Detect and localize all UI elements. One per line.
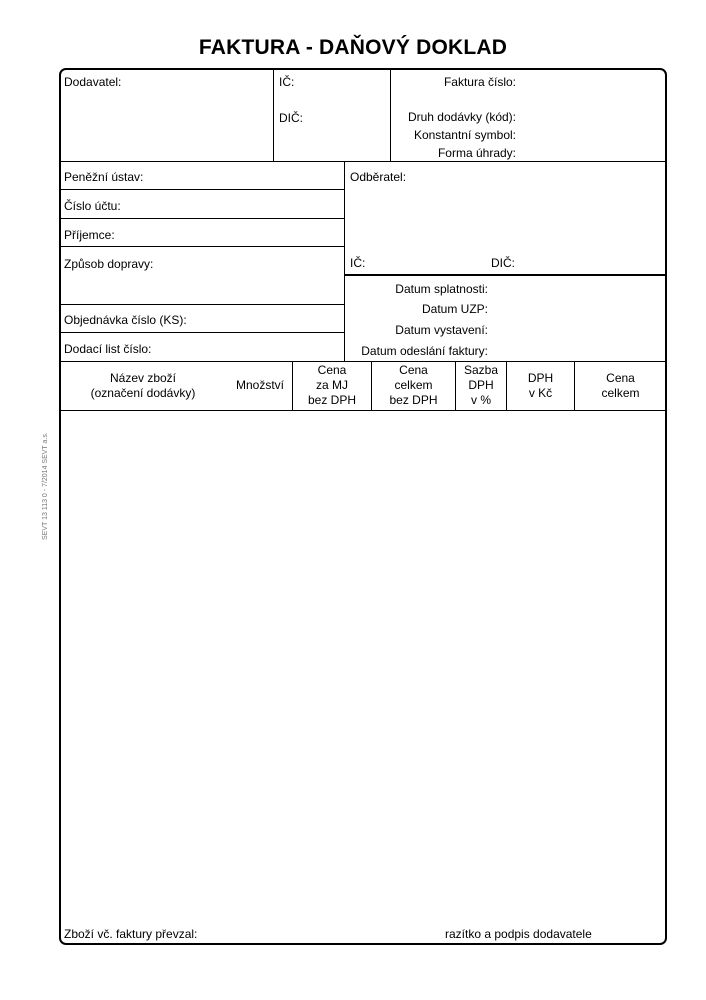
- delivery-note-label: Dodací list číslo:: [64, 342, 152, 356]
- recipient-label: Příjemce:: [64, 228, 115, 242]
- goods-received-label: Zboží vč. faktury převzal:: [64, 927, 198, 941]
- divider-transport-order: [60, 304, 344, 305]
- stamp-signature-label: razítko a podpis dodavatele: [445, 927, 592, 941]
- customer-label: Odběratel:: [350, 170, 407, 184]
- customer-dic-label: DIČ:: [491, 256, 515, 270]
- divider-bank-customer: [344, 161, 345, 361]
- customer-ic-label: IČ:: [350, 256, 366, 270]
- divider-customer-dates: [344, 274, 666, 276]
- due-date-label: Datum splatnosti:: [395, 282, 488, 296]
- table-header-total-without-vat: Cena celkem bez DPH: [389, 363, 438, 407]
- side-print-code: SEVT 13 113 0 - 7/2014 SEVT a.s.: [42, 432, 49, 540]
- document-title: FAKTURA - DAŇOVÝ DOKLAD: [198, 36, 508, 59]
- delivery-type-label: Druh dodávky (kód):: [407, 110, 516, 124]
- divider-account-recipient: [60, 218, 344, 219]
- divider-order-delivery: [60, 332, 344, 333]
- constant-symbol-label: Konstantní symbol:: [413, 128, 516, 142]
- payment-form-label: Forma úhrady:: [437, 146, 516, 160]
- table-header-total-price: Cena celkem: [601, 371, 640, 400]
- table-header-unit-price: Cena za MJ bez DPH: [307, 363, 357, 407]
- divider-recipient-transport: [60, 246, 344, 247]
- account-label: Číslo účtu:: [64, 199, 121, 213]
- divider-bank-account: [60, 189, 344, 190]
- divider-supplier-ic: [273, 69, 274, 161]
- supplier-ic-label: IČ:: [279, 75, 295, 89]
- table-header-vat-rate: Sazba DPH v %: [463, 363, 499, 407]
- table-header-quantity: Množství: [235, 378, 284, 392]
- invoice-number-label: Faktura číslo:: [443, 75, 516, 89]
- table-header-item-name: Název zboží (označení dodávky): [90, 371, 196, 400]
- transport-label: Způsob dopravy:: [64, 257, 154, 271]
- order-number-label: Objednávka číslo (KS):: [64, 313, 187, 327]
- issue-date-label: Datum vystavení:: [395, 323, 488, 337]
- divider-top-section: [60, 161, 666, 162]
- bank-label: Peněžní ústav:: [64, 170, 144, 184]
- supplier-dic-label: DIČ:: [279, 111, 303, 125]
- divider-table-header: [60, 410, 666, 411]
- divider-header-section: [60, 361, 666, 362]
- uzp-date-label: Datum UZP:: [421, 302, 488, 316]
- invoice-frame: [59, 68, 667, 945]
- sent-date-label: Datum odeslání faktury:: [361, 344, 488, 358]
- table-header-vat-amount: DPH v Kč: [527, 371, 554, 400]
- supplier-label: Dodavatel:: [64, 75, 122, 89]
